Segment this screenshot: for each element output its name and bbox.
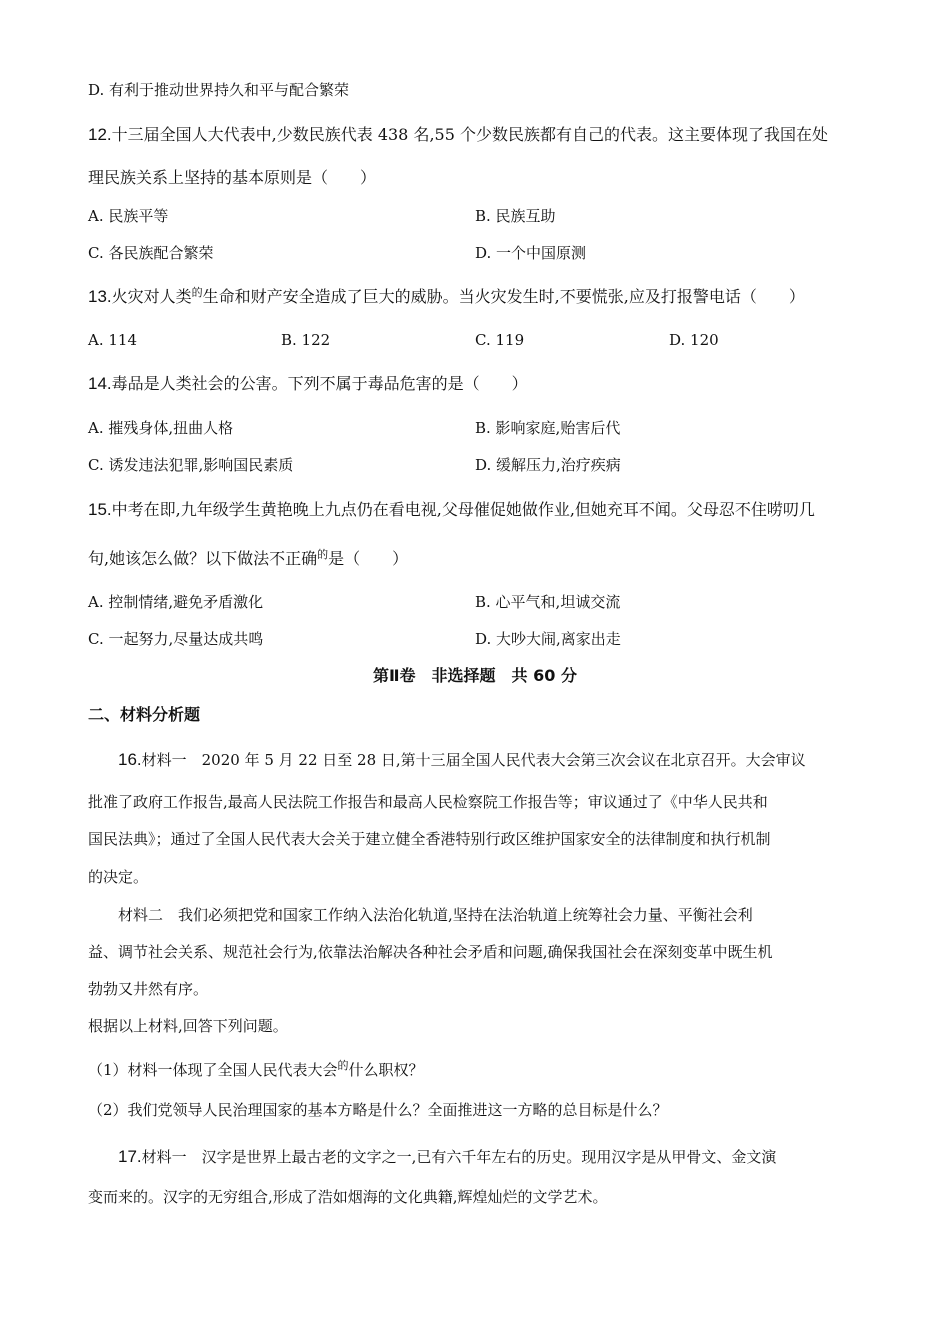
q12-option-d: D. 一个中国原测 — [475, 244, 587, 262]
q14-number: 14. — [88, 374, 112, 393]
part2-title: 第Ⅱ卷 非选择题 共 60 分 — [373, 666, 577, 685]
q14-option-b: B. 影响家庭,贻害后代 — [475, 419, 621, 437]
q13-option-c: C. 119 — [475, 331, 525, 349]
q15-option-d: D. 大吵大闹,离家出走 — [475, 630, 621, 648]
section-heading: 二、材料分析题 — [88, 705, 201, 724]
q16-sub1-text-2: 什么职权？ — [348, 1061, 424, 1079]
q17-line2: 变而来的。汉字的无穷组合,形成了浩如烟海的文化典籍,辉煌灿烂的文学艺术。 — [88, 1188, 608, 1206]
q16-line3: 国民法典》；通过了全国人民代表大会关于建立健全香港特别行政区维护国家安全的法律制度和执行机制 — [88, 830, 771, 848]
q15-number: 15. — [88, 500, 112, 519]
q14-option-a: A. 摧残身体,扭曲人格 — [88, 419, 234, 437]
q12-option-a: A. 民族平等 — [88, 207, 169, 225]
q16-prompt: 根据以上材料,回答下列问题。 — [88, 1017, 288, 1035]
q13-option-d: D. 120 — [669, 331, 719, 349]
q16-sub1-sup: 的 — [337, 1059, 349, 1072]
q16-material2-line1: 材料二 我们必须把党和国家工作纳入法治化轨道,坚持在法治轨道上统筹社会力量、平衡社会利 — [118, 906, 753, 924]
q16-sub1 — [88, 1060, 424, 1082]
q13-stem-text-2: 生命和财产安全造成了巨大的威胁。当火灾发生时,不要慌张,应及打报警电话（ ） — [202, 287, 805, 306]
q16-sub1-text-1: （1）材料一体现了全国人民代表大会 — [88, 1061, 338, 1079]
q12-stem-text: 十三届全国人大代表中,少数民族代表 438 名,55 个少数民族都有自己的代表。这主要体现了我国在处 — [111, 125, 828, 144]
q13-option-a: A. 114 — [88, 331, 137, 349]
q16-material2-line3: 勃勃又井然有序。 — [88, 980, 209, 998]
q15-stem-text-2a: 句,她该怎么做？以下做法不正确 — [88, 549, 318, 568]
q16-line1-text: 材料一 2020 年 5 月 22 日至 28 日,第十三届全国人民代表大会第三次会议在北京召开。大会审议 — [141, 751, 806, 769]
q14-stem-text: 毒品是人类社会的公害。下列不属于毒品危害的是（ ） — [111, 374, 528, 393]
q14-stem — [88, 374, 528, 394]
q12-option-b: B. 民族互助 — [475, 207, 556, 225]
q15-option-c: C. 一起努力,尽量达成共鸣 — [88, 630, 264, 648]
q14-option-c: C. 诱发违法犯罪,影响国民素质 — [88, 456, 294, 474]
q14-option-d: D. 缓解压力,治疗疾病 — [475, 456, 621, 474]
q15-stem-line2 — [88, 549, 408, 571]
q15-stem-sup: 的 — [317, 548, 329, 561]
q15-option-a: A. 控制情绪,避免矛盾激化 — [88, 593, 264, 611]
q17-number: 17. — [118, 1147, 142, 1166]
q17-line1-text: 材料一 汉字是世界上最古老的文字之一,已有六千年左右的历史。现用汉字是从甲骨文、金文演 — [141, 1148, 777, 1166]
q13-stem — [88, 287, 805, 309]
q16-number: 16. — [118, 750, 142, 769]
q16-line4: 的决定。 — [88, 868, 149, 886]
q15-stem-text-2b: 是（ ） — [328, 549, 409, 568]
q13-option-b: B. 122 — [281, 331, 331, 349]
q13-stem-sup: 的 — [191, 286, 203, 299]
q16-line2: 批准了政府工作报告,最高人民法院工作报告和最高人民检察院工作报告等；审议通过了《中华人民共和 — [88, 793, 768, 811]
q12-stem-line1 — [88, 125, 828, 145]
q16-material2-line2: 益、调节社会关系、规范社会行为,依靠法治解决各种社会矛盾和问题,确保我国社会在深刻变革中既生机 — [88, 943, 773, 961]
q12-stem-line2: 理民族关系上坚持的基本原则是（ ） — [88, 168, 377, 187]
q11-option-d: D. 有利于推动世界持久和平与配合繁荣 — [88, 81, 350, 99]
q12-number: 12. — [88, 125, 112, 144]
q16-line1 — [118, 750, 806, 770]
q15-option-b: B. 心平气和,坦诚交流 — [475, 593, 621, 611]
q15-stem-text: 中考在即,九年级学生黄艳晚上九点仍在看电视,父母催促她做作业,但她充耳不闻。父母忍不住唠叨几 — [111, 500, 815, 519]
q15-stem-line1 — [88, 500, 815, 520]
q12-option-c: C. 各民族配合繁荣 — [88, 244, 214, 262]
q17-line1 — [118, 1147, 776, 1167]
q13-stem-text-1: 火灾对人类 — [111, 287, 192, 306]
q13-number: 13. — [88, 287, 112, 306]
q16-sub2: （2）我们党领导人民治理国家的基本方略是什么？全面推进这一方略的总目标是什么？ — [88, 1101, 668, 1119]
